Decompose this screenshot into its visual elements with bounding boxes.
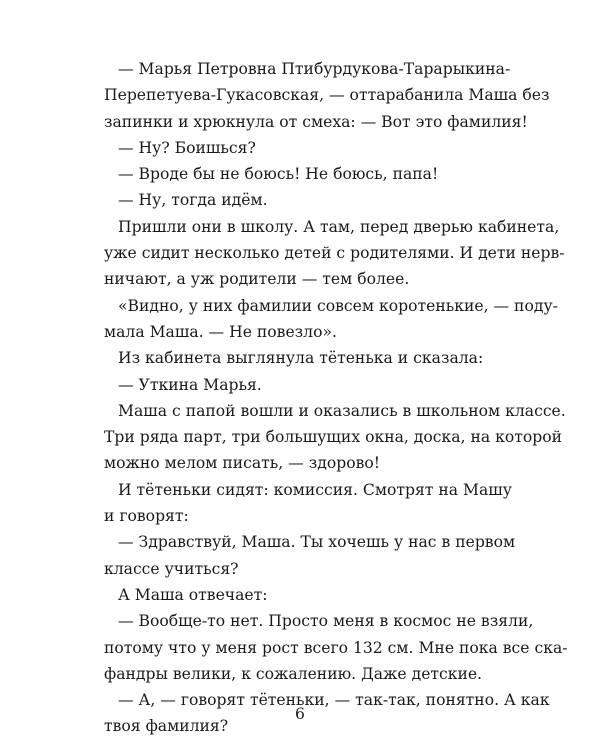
text-line: мала Маша. — Не повезло». bbox=[104, 322, 337, 341]
text-line: — Марья Петровна Птибурдукова-Тарарыкина- bbox=[118, 60, 511, 78]
text-line: можно мелом писать, — здорово! bbox=[104, 454, 381, 473]
text-line: — Ну? Боишься? bbox=[118, 138, 256, 157]
text-line: уже сидит несколько детей с родителями. И дети нерв- bbox=[104, 244, 565, 263]
text-line: «Видно, у них фамилии совсем коротенькие, — поду- bbox=[118, 296, 558, 315]
text-line: классе учиться? bbox=[104, 559, 239, 578]
text-line: — Ну, тогда идём. bbox=[118, 191, 268, 210]
text-line: фандры велики, к сожалению. Даже детские. bbox=[104, 664, 483, 683]
text-line: Маша с папой вошли и оказались в школьном классе. bbox=[118, 401, 566, 420]
text-line: — А, — говорят тётеньки, — так-так, понятно. А как bbox=[118, 691, 550, 710]
text-line: А Маша отвечает: bbox=[118, 585, 268, 604]
text-line: — Вроде бы не боюсь! Не боюсь, папа! bbox=[118, 165, 439, 184]
text-line: твоя фамилия? bbox=[104, 717, 229, 736]
text-line: запинки и хрюкнула от смеха: — Вот это фамилия! bbox=[104, 112, 528, 131]
text-line: Три ряда парт, три большущих окна, доска, на которой bbox=[104, 428, 563, 447]
body-text bbox=[104, 56, 568, 740]
text-line: Из кабинета выглянула тётенька и сказала: bbox=[118, 349, 484, 368]
text-line: и говорят: bbox=[104, 507, 189, 526]
text-line: И тётеньки сидят: комиссия. Смотрят на Машу bbox=[118, 480, 512, 499]
text-line: — Здравствуй, Маша. Ты хочешь у нас в первом bbox=[118, 533, 516, 552]
text-line: ничают, а уж родители — тем более. bbox=[104, 270, 410, 289]
text-line: Перепетуева-Гукасовская, — оттарабанила Маша без bbox=[104, 86, 550, 105]
text-line: потому что у меня рост всего 132 см. Мне пока все ска- bbox=[104, 638, 568, 657]
text-line: Пришли они в школу. А там, перед дверью кабинета, bbox=[118, 217, 560, 236]
text-line: — Уткина Марья. bbox=[118, 375, 262, 394]
text-line: — Вообще-то нет. Просто меня в космос не взяли, bbox=[118, 612, 534, 631]
page-number: 6 bbox=[295, 705, 305, 723]
